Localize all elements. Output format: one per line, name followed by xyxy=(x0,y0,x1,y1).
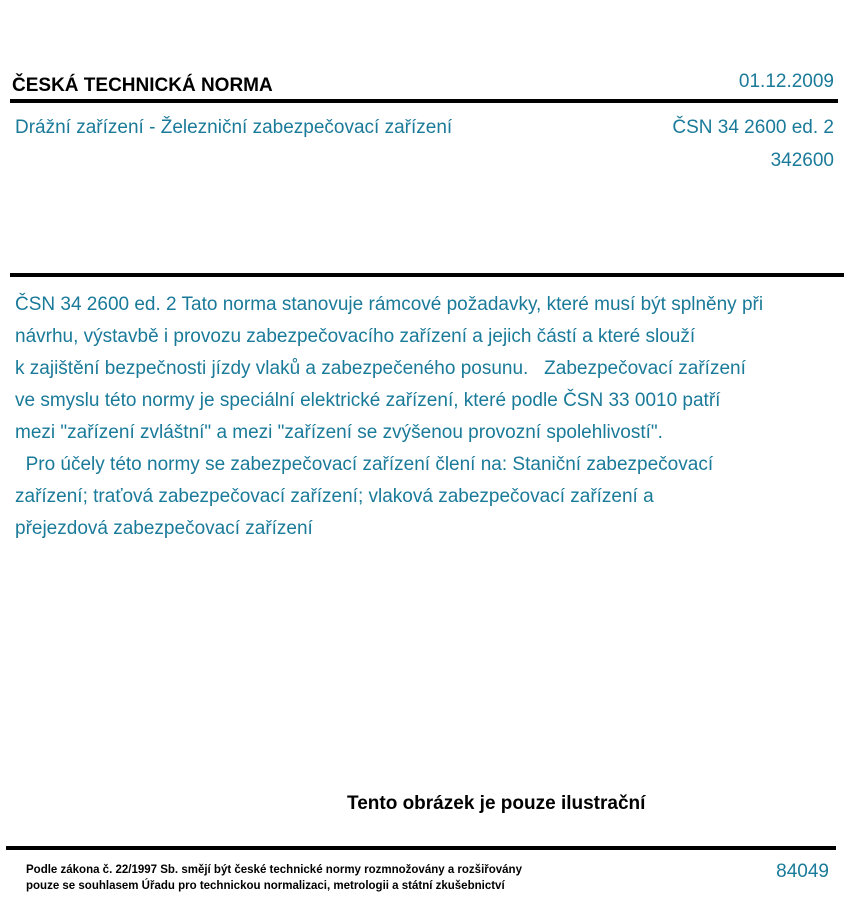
standard-subject: Drážní zařízení - Železniční zabezpečovací zařízení xyxy=(15,117,453,138)
header-divider xyxy=(10,99,838,103)
section-divider xyxy=(10,273,844,277)
legal-notice-line-1: Podle zákona č. 22/1997 Sb. smějí být české technické normy rozmnožovány a rozšiřovány xyxy=(26,864,522,876)
legal-notice-line-2: pouze se souhlasem Úřadu pro technickou normalizaci, metrologii a státní zkušebnictví xyxy=(26,880,505,892)
document-number: 84049 xyxy=(776,861,829,882)
illustrative-notice: Tento obrázek je pouze ilustrační xyxy=(347,793,646,814)
standard-code: ČSN 34 2600 ed. 2 xyxy=(672,117,834,138)
standard-abstract: ČSN 34 2600 ed. 2 Tato norma stanovuje rámcové požadavky, které musí být splněny při návrhu, výstavbě i provozu zabezpečovacího zařízení a jejich částí a které slouží k zajištění bezpečnosti jízdy vlaků a zabezpečeného posunu. Zabezpečovací zařízení ve smyslu této normy je speciální elektrické zařízení, které podle ČSN 33 0010 patří mezi "zařízení zvláštní" a mezi "zařízení se zvýšenou provozní spolehlivostí". Pro účely této normy se zabezpečovací zařízení člení na: Staniční zabezpečovací zařízení; traťová zabezpečovací zařízení; vlaková zabezpečovací zařízení a přejezdová zabezpečovací zařízení xyxy=(15,294,764,539)
legal-notice xyxy=(26,862,522,894)
publication-date: 01.12.2009 xyxy=(738,71,834,92)
footer-divider xyxy=(6,846,836,850)
document-type-title: ČESKÁ TECHNICKÁ NORMA xyxy=(12,75,273,96)
classification-number: 342600 xyxy=(770,150,834,171)
